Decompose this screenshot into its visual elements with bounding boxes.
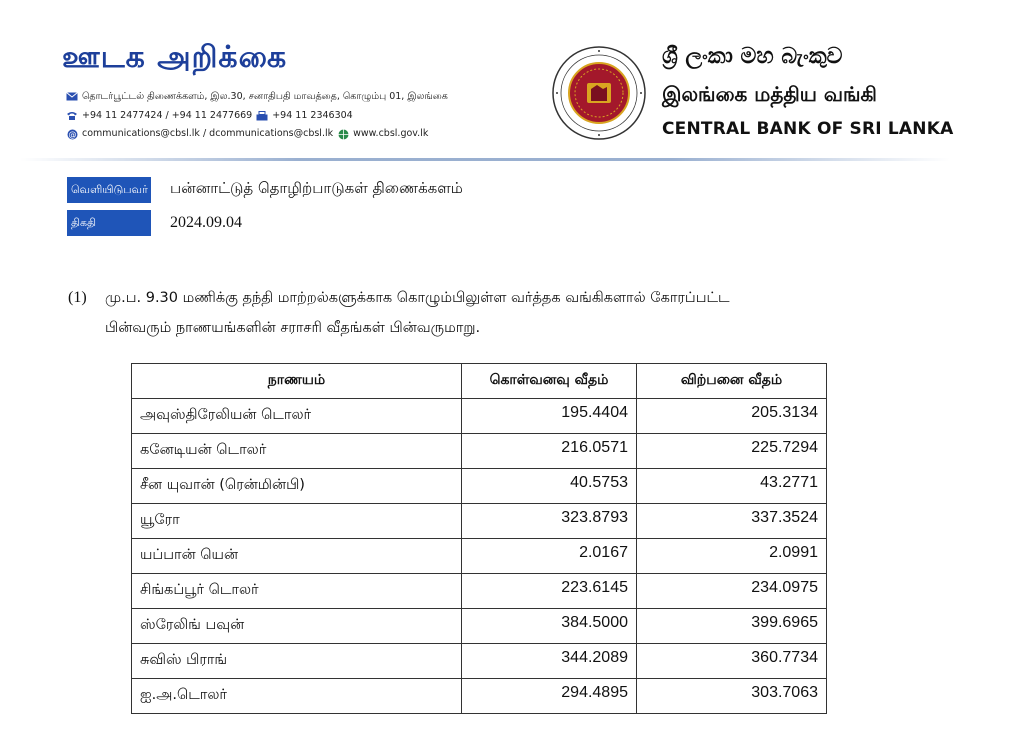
at-icon [66,129,78,139]
fax-icon [256,111,268,121]
website-text[interactable]: www.cbsl.gov.lk [353,128,429,139]
table-header-row [132,364,827,399]
buy-rate-cell: 223.6145 [462,574,637,609]
header-divider [20,158,950,161]
issued-by-label: வெளியிடுபவர் [67,177,151,203]
paragraph-line-1: மு.ப. 9.30 மணிக்கு தந்தி மாற்றல்களுக்காக கொழும்பிலுள்ள வர்த்தக வங்கிகளால் கோரப்பட்ட [105,290,730,306]
buy-rate-cell: 384.5000 [462,609,637,644]
currency-cell: அவுஸ்திரேலியன் டொலர் [132,399,462,434]
globe-icon [337,129,349,139]
date-label: திகதி [67,210,151,236]
address-line [66,91,448,103]
table-row [132,644,827,679]
table-row [132,539,827,574]
currency-cell: சுவிஸ் பிராங் [132,644,462,679]
email-line [66,128,428,139]
table-row [132,504,827,539]
paragraph-line-2: பின்வரும் நாணயங்களின் சராசரி வீதங்கள் பின்வருமாறு. [105,320,481,336]
phone-text: +94 11 2477424 / +94 11 2477669 [82,110,253,121]
sell-rate-cell: 225.7294 [637,434,827,469]
bank-name-english: CENTRAL BANK OF SRI LANKA [662,119,954,139]
bank-seal-icon [551,45,647,141]
buy-rate-cell: 294.4895 [462,679,637,714]
table-row [132,434,827,469]
currency-cell: சீன யுவான் (ரென்மின்பி) [132,469,462,504]
header-buying-rate: கொள்வனவு வீதம் [462,364,637,399]
sell-rate-cell: 43.2771 [637,469,827,504]
sell-rate-cell: 360.7734 [637,644,827,679]
media-release-title: ஊடக அறிக்கை [62,40,288,75]
exchange-rate-table [131,363,827,714]
currency-cell: கனேடியன் டொலர் [132,434,462,469]
sell-rate-cell: 303.7063 [637,679,827,714]
buy-rate-cell: 216.0571 [462,434,637,469]
table-row [132,609,827,644]
currency-cell: யப்பான் யென் [132,539,462,574]
sell-rate-cell: 337.3524 [637,504,827,539]
currency-cell: ஐ.அ.டொலர் [132,679,462,714]
buy-rate-cell: 195.4404 [462,399,637,434]
mail-icon [66,92,78,102]
bank-name-sinhala: ශ්‍රී ලංකා මහ බැංකුව [662,44,843,69]
buy-rate-cell: 2.0167 [462,539,637,574]
issued-by-value: பன்னாட்டுத் தொழிற்பாடுகள் திணைக்களம் [170,179,463,197]
letterhead [0,0,1024,165]
address-text: தொடர்பூட்டல் திணைக்களம், இல.30, சனாதிபதி மாவத்தை, கொழும்பு 01, இலங்கை [82,91,448,102]
phone-icon [66,111,78,121]
phone-line [66,110,353,121]
table-row [132,469,827,504]
header-selling-rate: விற்பனை வீதம் [637,364,827,399]
table-row [132,679,827,714]
bank-name-tamil: இலங்கை மத்திய வங்கி [662,82,877,106]
buy-rate-cell: 40.5753 [462,469,637,504]
email-text[interactable]: communications@cbsl.lk / dcommunications@cbsl.lk [82,128,334,139]
date-value: 2024.09.04 [170,214,242,231]
sell-rate-cell: 205.3134 [637,399,827,434]
header-currency: நாணயம் [132,364,462,399]
table-row [132,399,827,434]
sell-rate-cell: 234.0975 [637,574,827,609]
currency-cell: ஸ்ரேலிங் பவுன் [132,609,462,644]
currency-cell: சிங்கப்பூர் டொலர் [132,574,462,609]
buy-rate-cell: 323.8793 [462,504,637,539]
currency-cell: யூரோ [132,504,462,539]
buy-rate-cell: 344.2089 [462,644,637,679]
fax-text: +94 11 2346304 [272,110,353,121]
sell-rate-cell: 399.6965 [637,609,827,644]
sell-rate-cell: 2.0991 [637,539,827,574]
table-row [132,574,827,609]
svg-text:@: @ [68,129,76,139]
paragraph-number: (1) [68,289,87,306]
